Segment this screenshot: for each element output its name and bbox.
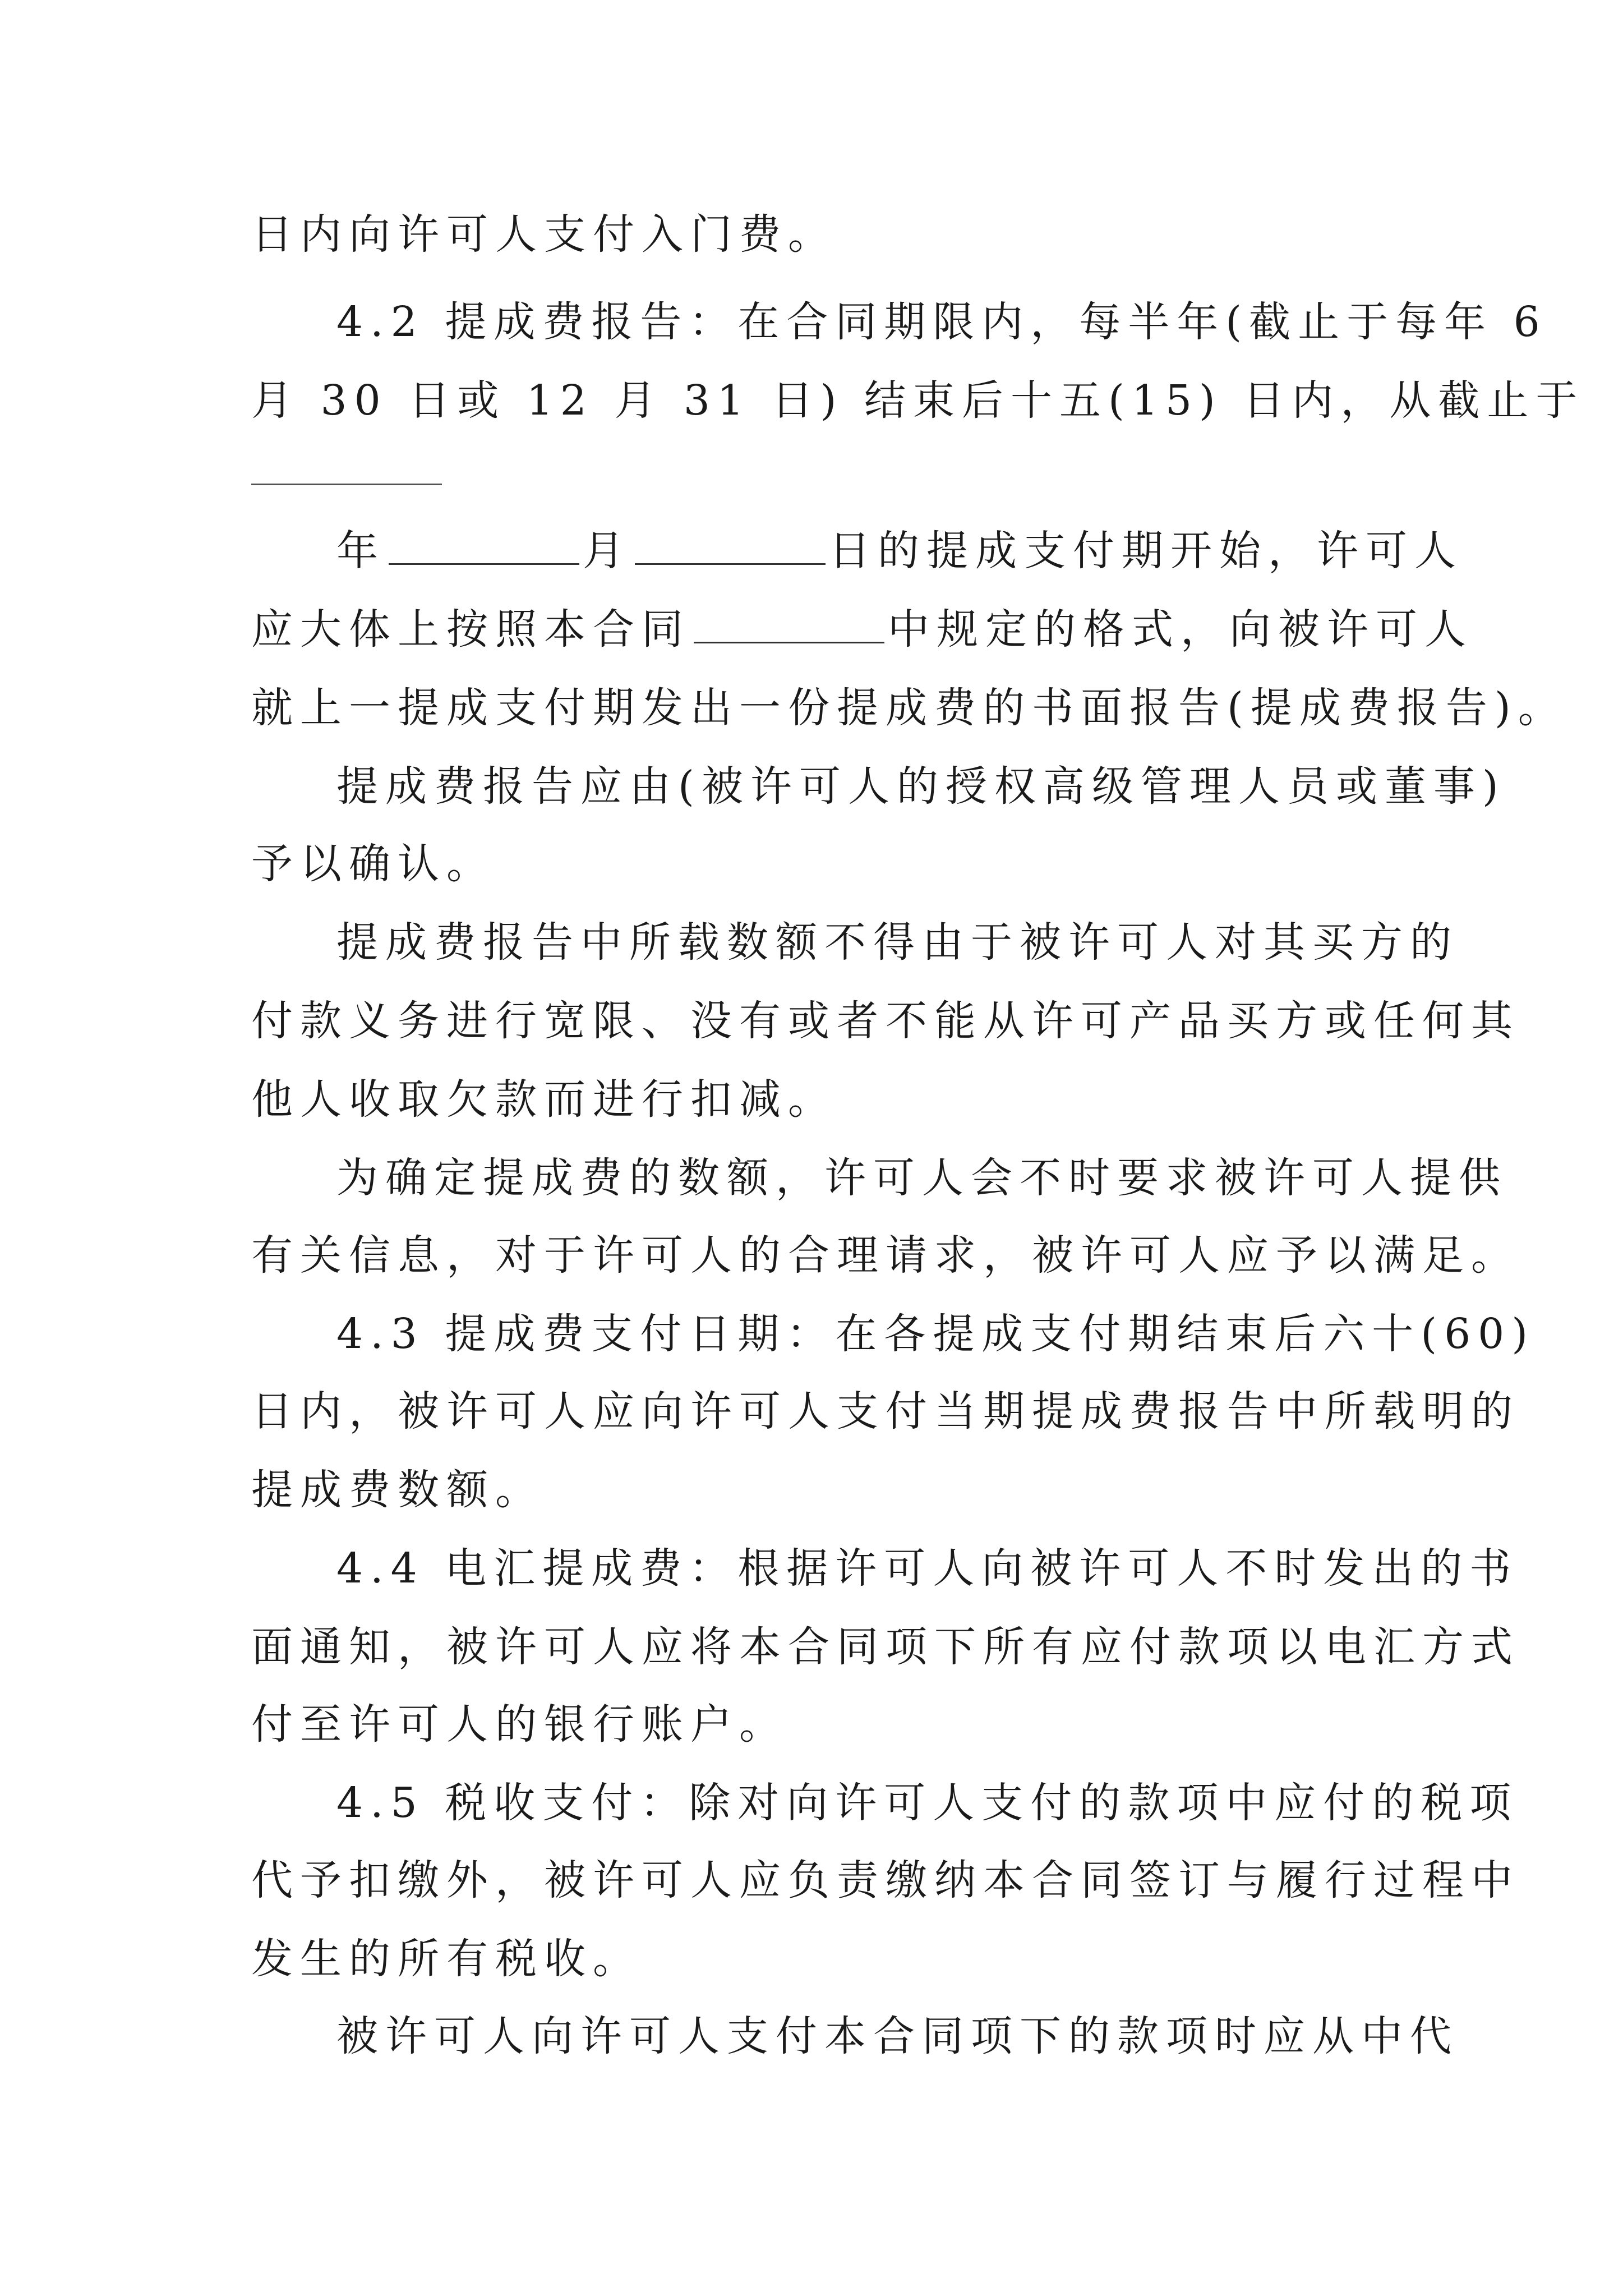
paragraph-line: 月 30 日或 12 月 31 日) 结束后十五(15) 日内，从截止于: [251, 376, 1585, 425]
paragraph-line: 日内，被许可人应向许可人支付当期提成费报告中所载明的: [251, 1387, 1520, 1435]
format-line-rest: 中规定的格式，向被许可人: [888, 605, 1473, 654]
paragraph-line-format: [251, 601, 1473, 657]
paragraph-line: 提成费报告应由(被许可人的授权高级管理人员或董事): [336, 762, 1506, 811]
date-line-rest: 日的提成支付期开始，许可人: [829, 527, 1463, 575]
paragraph-line: 予以确认。: [251, 840, 495, 888]
paragraph-line: 提成费报告中所载数额不得由于被许可人对其买方的: [336, 918, 1459, 967]
blank-field: [694, 605, 884, 643]
paragraph-line: 提成费数额。: [251, 1466, 544, 1514]
paragraph-line: 有关信息，对于许可人的合理请求，被许可人应予以满足。: [251, 1231, 1520, 1280]
blank-rule: [251, 484, 442, 485]
paragraph-line: 4.2 提成费报告：在合同期限内，每半年(截止于每年 6: [336, 298, 1547, 346]
blank-field: [389, 526, 579, 565]
month-label: 月: [583, 527, 631, 575]
paragraph-line: 4.3 提成费支付日期：在各提成支付期结束后六十(60): [336, 1310, 1536, 1358]
paragraph-line: 日内向许可人支付入门费。: [251, 210, 837, 259]
paragraph-line: 被许可人向许可人支付本合同项下的款项时应从中代: [336, 2012, 1459, 2060]
paragraph-line: 代予扣缴外，被许可人应负责缴纳本合同签订与履行过程中: [251, 1856, 1520, 1904]
year-label: 年: [336, 527, 385, 575]
paragraph-line: 为确定提成费的数额，许可人会不时要求被许可人提供: [336, 1154, 1507, 1202]
paragraph-line: 4.4 电汇提成费：根据许可人向被许可人不时发出的书: [336, 1544, 1519, 1593]
blank-field: [635, 526, 826, 565]
paragraph-line: 就上一提成支付期发出一份提成费的书面报告(提成费报告)。: [251, 684, 1567, 732]
paragraph-line: 面通知，被许可人应将本合同项下所有应付款项以电汇方式: [251, 1623, 1520, 1671]
paragraph-line: 付至许可人的银行账户。: [251, 1700, 788, 1749]
paragraph-line: 付款义务进行宽限、没有或者不能从许可产品买方或任何其: [251, 997, 1520, 1045]
paragraph-line: 他人收取欠款而进行扣减。: [251, 1075, 837, 1124]
paragraph-line-date: [336, 523, 1463, 579]
format-line-start: 应大体上按照本合同: [251, 605, 690, 654]
paragraph-line: 发生的所有税收。: [251, 1935, 642, 1983]
paragraph-line: 4.5 税收支付：除对向许可人支付的款项中应付的税项: [336, 1779, 1519, 1827]
